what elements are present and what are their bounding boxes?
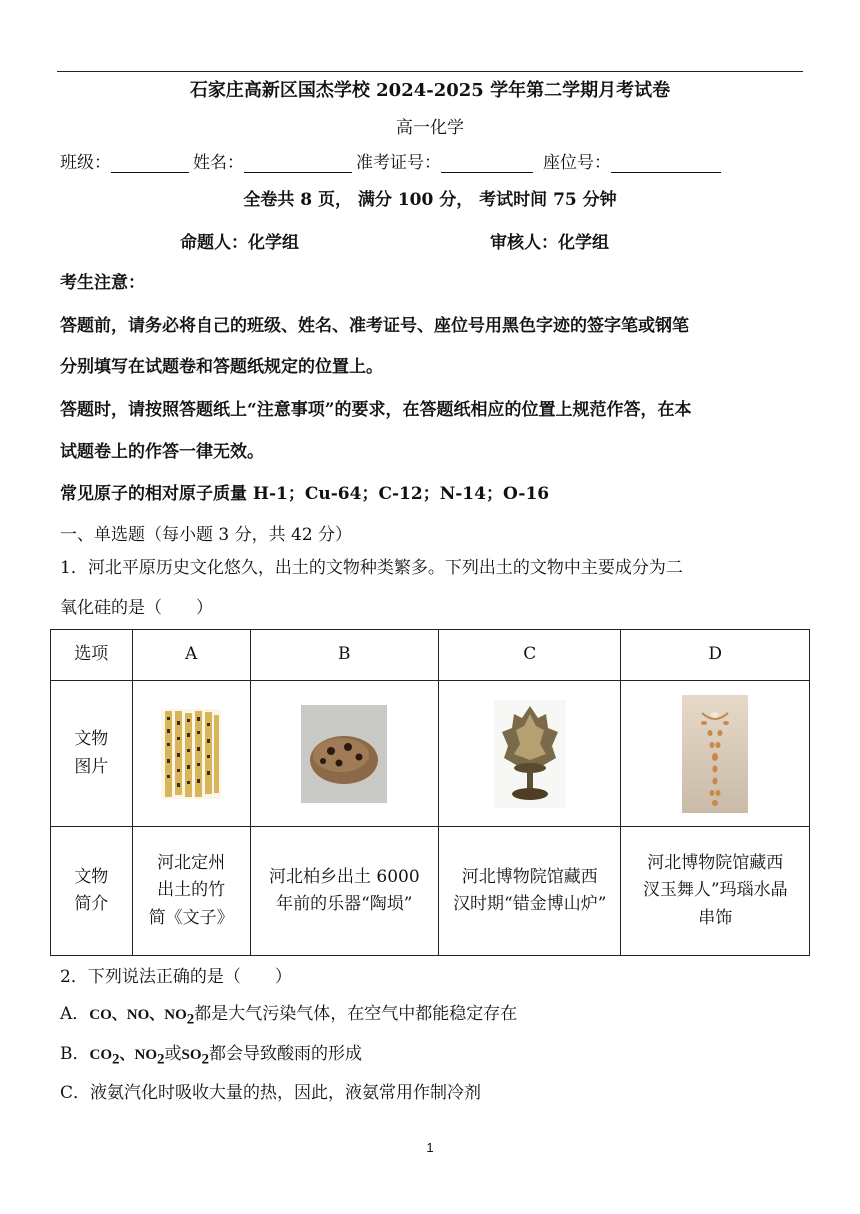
q2-stem: 2．下列说法正确的是（ ） [60, 967, 292, 987]
notes-para2-line1: 答题时，请按照答题纸上“注意事项”的要求，在答题纸相应的位置上规范作答，在本 [60, 400, 692, 420]
notes-para1-line2: 分别填写在试题卷和答题纸规定的位置上。 [60, 357, 383, 377]
image-row-label: 文物 图片 [51, 681, 133, 827]
option-d-desc: 河北博物院馆藏西 汊玉舞人”玛瑙水晶 串饰 [621, 827, 810, 956]
class-blank[interactable] [111, 156, 189, 173]
exam-subtitle: 高一化学 [396, 118, 464, 138]
option-b-image-cell [250, 681, 438, 827]
table-header-row [51, 630, 810, 681]
table-desc-row [51, 827, 810, 956]
notes-para2-line2: 试题卷上的作答一律无效。 [60, 442, 264, 462]
agate-necklace-image [682, 695, 748, 813]
exam-info: 全卷共 8 页， 满分 100 分， 考试时间 75 分钟 [243, 190, 617, 210]
option-a-image-cell [132, 681, 250, 827]
q2-option-a: A．CO、NO、$NO_2$都是大气污染气体，在空气中都能稳定存在 [60, 1004, 518, 1028]
reviewer: 审核人：化学组 [490, 233, 609, 253]
option-c-header: C [439, 630, 621, 681]
artifact-table [50, 629, 810, 956]
option-a-header: A [132, 630, 250, 681]
atomic-masses: 常见原子的相对原子质量 H-1；Cu-64；C-12；N-14；O-16 [60, 484, 550, 504]
exam-title: 石家庄高新区国杰学校 2024-2025 学年第二学期月考试卷 [189, 80, 671, 101]
name-label: 姓名： [193, 153, 244, 173]
top-rule [57, 71, 803, 72]
option-d-image-cell [621, 681, 810, 827]
setter: 命题人：化学组 [180, 233, 299, 253]
bamboo-slips-image [161, 709, 221, 799]
q2-option-b: B．$CO_2$、$NO_2$或$SO_2$都会导致酸雨的形成 [60, 1044, 363, 1068]
table-image-row [51, 681, 810, 827]
bronze-censer-image [494, 700, 566, 808]
desc-row-label: 文物 简介 [51, 827, 133, 956]
option-b-desc: 河北柏乡出土 6000 年前的乐器“陶埙” [250, 827, 438, 956]
option-c-image-cell [439, 681, 621, 827]
section-heading: 一、单选题（每小题 3 分，共 42 分） [60, 525, 353, 545]
notes-title: 考生注意： [60, 273, 145, 293]
class-label: 班级： [60, 153, 111, 173]
seat-label: 座位号： [543, 153, 611, 173]
q2-option-c: C．液氨汽化时吸收大量的热，因此，液氨常用作制冷剂 [60, 1083, 482, 1103]
exam-no-blank[interactable] [441, 156, 533, 173]
option-c-desc: 河北博物院馆藏西 汉时期“错金博山炉” [439, 827, 621, 956]
clay-xun-image [301, 705, 387, 803]
option-d-header: D [621, 630, 810, 681]
option-a-desc: 河北定州 出土的竹 简《文子》 [132, 827, 250, 956]
exam-no-label: 准考证号： [356, 153, 441, 173]
seat-blank[interactable] [611, 156, 721, 173]
page-number: 1 [426, 1140, 434, 1155]
name-blank[interactable] [244, 156, 352, 173]
notes-para1-line1: 答题前，请务必将自己的班级、姓名、准考证号、座位号用黑色字迹的签字笔或钢笔 [60, 316, 689, 336]
option-b-header: B [250, 630, 438, 681]
student-info-row [60, 148, 725, 173]
q1-stem-line2: 氧化硅的是（ ） [60, 598, 213, 618]
q1-stem-line1: 1．河北平原历史文化悠久，出土的文物种类繁多。下列出土的文物中主要成分为二 [60, 558, 683, 578]
header-label-cell: 选项 [51, 630, 133, 681]
